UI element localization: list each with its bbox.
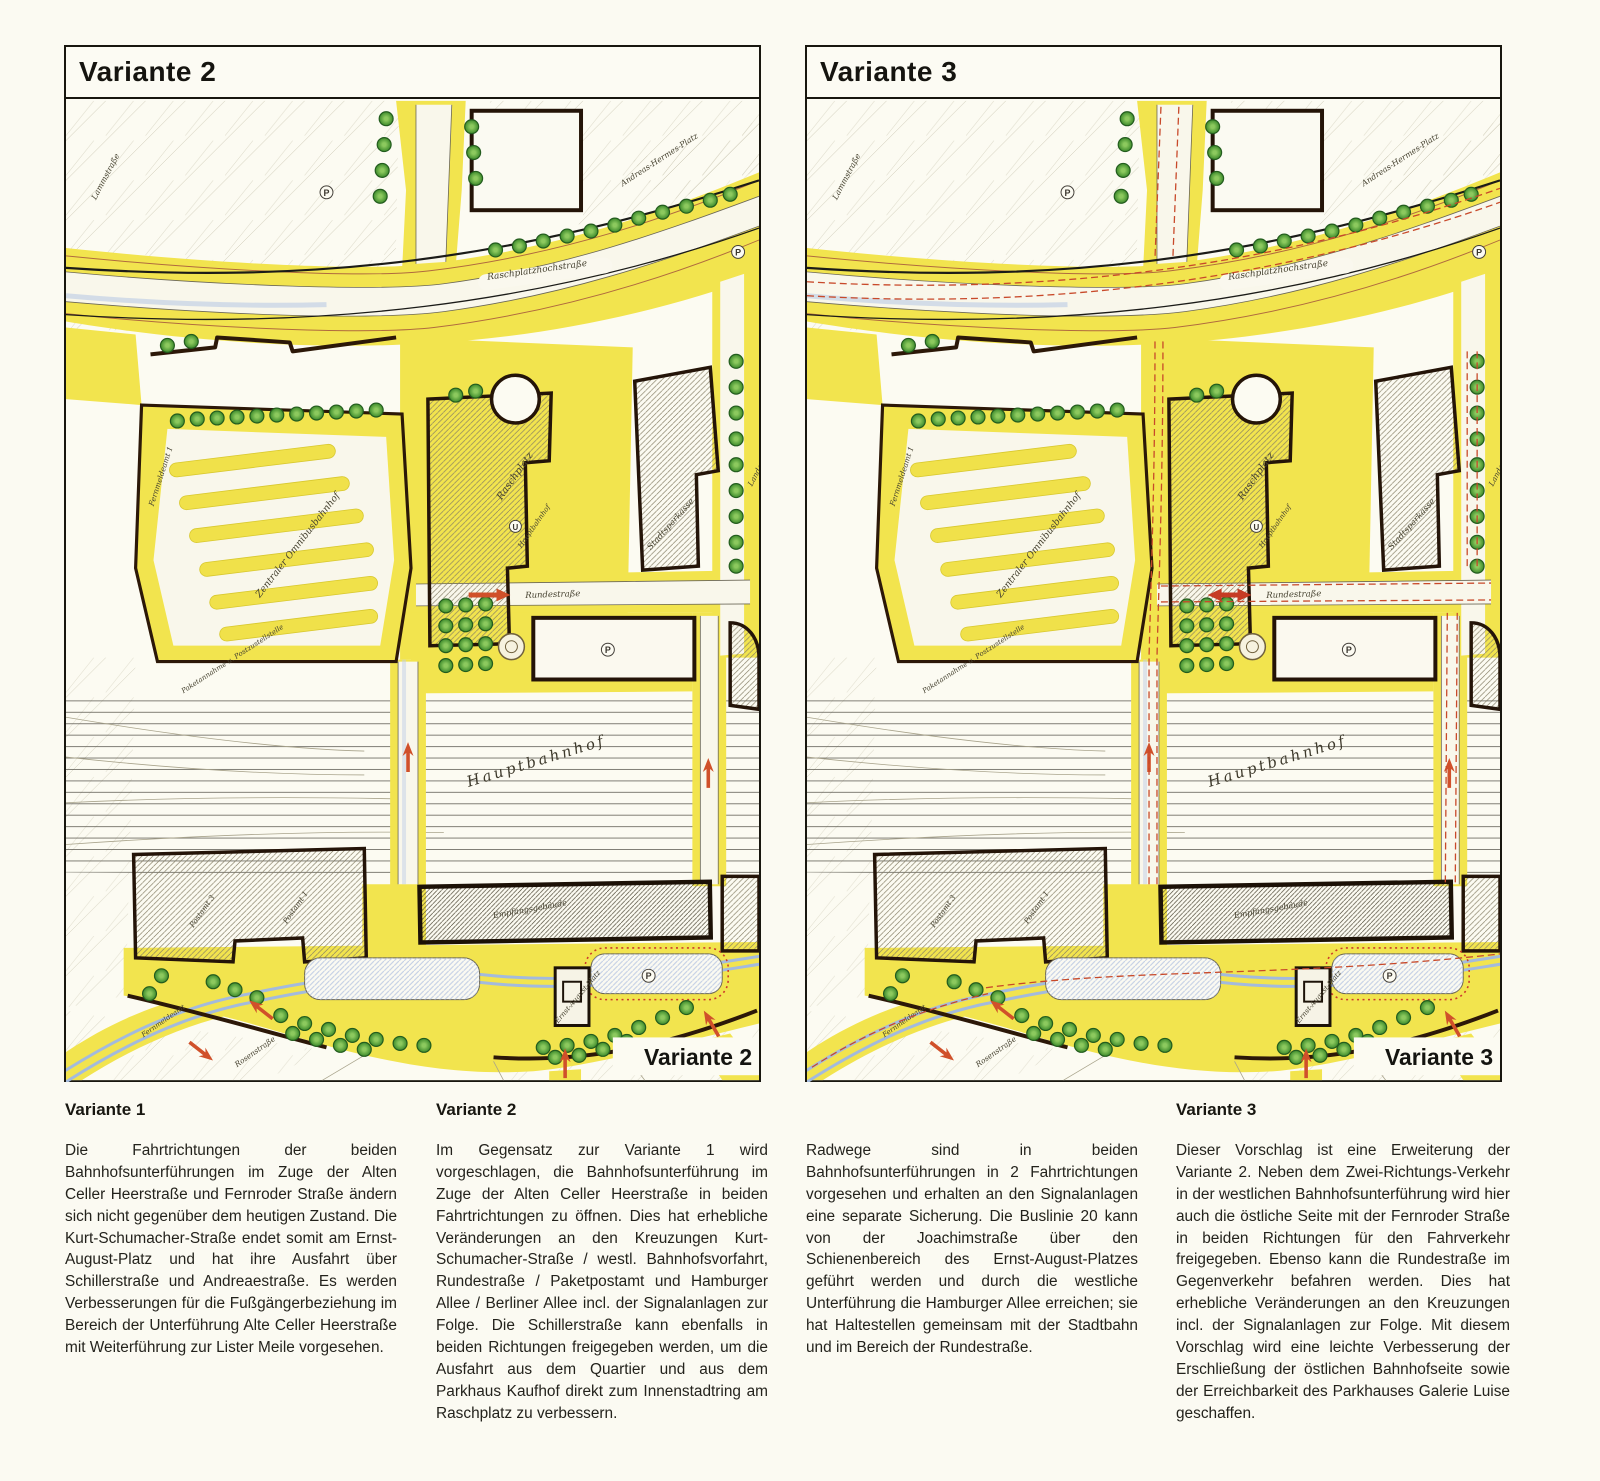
map-panel-variante-3 — [805, 45, 1502, 1082]
article-variante-3 — [1176, 1100, 1510, 1424]
article-body: Im Gegensatz zur Variante 1 wird vorgeschlagen, die Bahnhofsunterführung im Zuge der Alten Celler Heerstraße in beiden Fahrtrichtungen zu öffnen. Dies hat erhebliche Veränderungen an den Kreuzungen Kurt-Schumacher-Straße / westl. Bahnhofsvorfahrt, Rundestraße / Paketpostamt und Hamburger Allee / Berliner Allee incl. der Signalanlagen zur Folge. Die Schillerstraße kann ebenfalls in beiden Richtungen freigegeben werden, um die Ausfahrt aus dem Quartier und aus dem Parkhaus Kaufhof direkt zum Innenstadtring am Raschplatz zu verbessern. — [436, 1142, 768, 1422]
city-map-variante-3 — [807, 99, 1500, 1082]
article-heading: Variante 2 — [436, 1100, 517, 1119]
article-body: Die Fahrtrichtungen der beiden Bahnhofsunterführungen im Zuge der Alten Celler Heerstraße und Fernroder Straße ändern sich nicht gegenüber dem heutigen Zustand. Die Kurt-Schumacher-Straße endet somit am Ernst-August-Platz und hat ihre Ausfahrt über Schillerstraße und Andreaestraße. Es werden Verbesserungen für die Fußgängerbeziehung im Bereich der Unterführung Alte Celler Heerstraße mit Weiterführung zur Lister Meile vorgesehen. — [65, 1142, 397, 1356]
article-variante-1 — [65, 1100, 397, 1359]
map-corner-label: Variante 2 — [644, 1044, 753, 1071]
article-heading: Variante 3 — [1176, 1100, 1257, 1119]
panel-title: Variante 3 — [807, 47, 1500, 99]
city-map-variante-2 — [66, 99, 759, 1082]
article-body: Dieser Vorschlag ist eine Erweiterung der Variante 2. Neben dem Zwei-Richtungs-Verkehr in der westlichen Bahnhofsunterführung wird hier auch die östliche Seite mit der Fernroder Straße in beiden Richtungen für den Fahrverkehr freigegeben. Ebenso kann die Rundestraße im Gegenverkehr befahren werden. Dies hat erhebliche Veränderungen an den Kreuzungen incl. der Signalanlagen zur Folge. Mit diesem Vorschlag wird eine leichte Verbesserung der Erschließung der östlichen Bahnhofseite sowie der Erreichbarkeit des Parkhauses Galerie Luise geschaffen. — [1176, 1142, 1510, 1422]
article-variante-2-continued — [806, 1100, 1138, 1359]
article-variante-2 — [436, 1100, 768, 1424]
panel-title: Variante 2 — [66, 47, 759, 99]
map-panel-variante-2 — [64, 45, 761, 1082]
article-heading — [806, 1100, 1138, 1140]
article-body: Radwege sind in beiden Bahnhofsunterführungen in 2 Fahrtrichtungen vorgesehen und erhalten an den Signalanlagen eine separate Sicherung. Die Buslinie 20 kann von der Joachimstraße über den Schienenbereich des Ernst-August-Platzes geführt werden und durch die westliche Unterführung die Hamburger Allee erreichen; sie hat Haltestellen gemeinsam mit der Stadtbahn und im Bereich der Rundestraße. — [806, 1142, 1138, 1356]
map-corner-label: Variante 3 — [1385, 1044, 1494, 1071]
article-heading: Variante 1 — [65, 1100, 146, 1119]
